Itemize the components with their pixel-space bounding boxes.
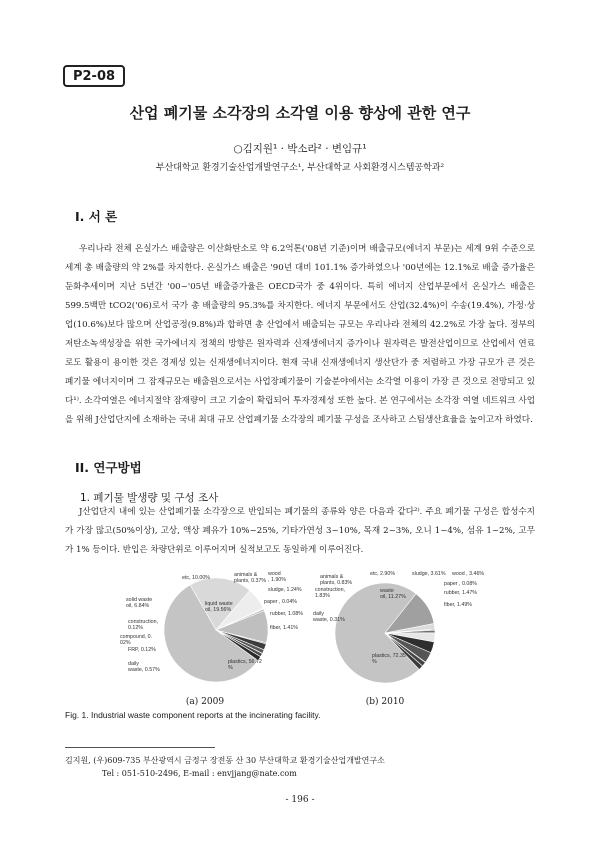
pie-label-fiber: fiber, 1.49% <box>444 602 472 608</box>
pie-chart-2010 <box>310 565 500 695</box>
pie-label-solid-waste-oil: solid waste oil, 6.84% <box>126 597 153 609</box>
section-1-heading: I. 서 론 <box>75 209 118 224</box>
pie-label-rubber: rubber, 1.08% <box>270 611 303 617</box>
pie-label-sludge: sludge, 1.24% <box>268 587 302 593</box>
subsection-1-heading: 1. 폐기물 발생량 및 구성 조사 <box>80 492 219 504</box>
poster-badge: P2-08 <box>63 65 125 87</box>
pie-label-animals-plants: animals & plants, 0.83% <box>320 574 353 586</box>
pie-label-etc: etc, 2.90% <box>370 571 396 577</box>
chart-b-label: (b) 2010 <box>365 697 405 707</box>
figure-caption: Fig. 1. Industrial waste component reports at the incinerating facility. <box>65 710 321 720</box>
page-number: - 196 - <box>285 795 315 805</box>
affiliation: 부산대학교 환경기술산업개발연구소¹, 부산대학교 사회환경시스템공학과² <box>155 163 445 173</box>
pie-label-rubber: rubber, 1.47% <box>444 590 477 596</box>
pie-chart-2009 <box>110 565 320 695</box>
pie-label-frp: FRP, 0.12% <box>128 647 156 653</box>
section-1-paragraph: 우리나라 전체 온실가스 배출량은 이산화탄소로 약 6.2억톤('08년 기준)이며 배출규모(에너지 부문)는 세계 9위 수준으로 세계 총 배출량의 약 2%를 차지한다. 온실가스 배출은 '90년 대비 101.1% 증가하였으나 '00년에는 12.1%로 배출 증가율은 둔화추세이며 지난 5년간 '00~'05년 배출증가율은 OECD국가 중 4위이다. 특히 에너지 산업부문에서 온실가스 배출은 599.5백만 tCO2('06)로서 국가 총 배출량의 95.3%를 차지한다. 에너지 부문에서도 산업(32.4%)이 수송(19.4%), 가정·상업(10.6%)보다 많으며 산업공정(9.8%)과 합하면 총 산업에서 배출되는 규모는 우리나라 전체의 42.2%로 가장 높다. 정부의 저탄소녹색성장을 위한 국가에너지 정책의 방향은 원자력과 신재생에너지 증가이나 원자력은 발전산업이므로 산업에서 연료로도 활용이 용이한 것은 경제성 있는 신재생에너지이다. 현재 국내 신재생에너지 생산단가 중 저렴하고 가장 규모가 큰 것은 폐기물 에너지이며 그 잠재규모는 배출원으로서는 사업장폐기물이 기술분야에서는 소각열 이용이 가장 큰 것으로 전망되고 있다¹⁾. 소각여열은 에너지절약 잠재량이 크고 기술이 확립되어 투자경제성 또한 높다. 본 연구에서는 소각장 여열 네트워크 사업을 위해 J산업단지에 소재하는 국내 최대 규모 산업폐기물 소각장의 폐기물 구성을 조사하고 스팀생산효율을 높이고자 하였다. <box>65 244 535 425</box>
pie-label-paper: paper , 0.04% <box>264 599 297 605</box>
pie-label-fiber: fiber, 1.41% <box>270 625 298 631</box>
pie-label-daily-waste: daily waste, 0.57% <box>128 661 160 673</box>
pie-label-etc: etc, 10.00% <box>182 575 210 581</box>
pie-label-animals-plants: animals & plants, 0.37% <box>234 572 267 584</box>
pie-label-wood: wood , 3.46% <box>452 571 485 577</box>
pie-label-wood: wood , 1.90% <box>268 571 286 583</box>
pie-label-daily-waste: daily waste, 0.31% <box>313 611 345 623</box>
pie-label-paper: paper , 0.08% <box>444 581 477 587</box>
pie-label-waste-oil: waste oil, 11.27% <box>380 588 406 600</box>
pie-label-liquid-waste-oil: liquid waste oil, 19.56% <box>205 601 233 613</box>
footnote-contact: Tel : 051-510-2496, E-mail : envjjang@nate.com <box>102 769 297 778</box>
pie-label-compound: compound, 0. 02% <box>120 634 153 646</box>
section-2-heading: II. 연구방법 <box>75 460 142 475</box>
pie-label-construction: construction, 1.83% <box>315 587 346 599</box>
pie-label-plastics: plastics, 72.35 % <box>372 653 406 665</box>
chart-a-label: (a) 2009 <box>185 697 225 707</box>
footnote-address: 김지원, (우)609-735 부산광역시 금정구 장전동 산 30 부산대학교 환경기술산업개발연구소 <box>65 756 385 765</box>
section-2-paragraph: J산업단지 내에 있는 산업폐기물 소각장으로 반입되는 폐기물의 종류와 양은 다음과 같다²⁾. 주요 폐기물 구성은 합성수지가 가장 많고(50%이상), 고상, 액상 폐유가 10%~25%, 기타가연성 3~10%, 목재 2~3%, 오니 1~4%, 섬유 1~2%, 고무가 1% 등이다. 반입은 차량단위로 이루어지며 실적보고도 동일하게 이루어진다. <box>65 507 535 555</box>
authors: ○김지원¹ · 박소라² · 변임규¹ <box>233 143 367 155</box>
footnote-divider <box>65 747 215 748</box>
paper-title: 산업 폐기물 소각장의 소각열 이용 향상에 관한 연구 <box>129 104 471 122</box>
pie-label-sludge: sludge, 3.61% <box>412 571 446 577</box>
pie-label-construction: construction, 0.12% <box>128 619 159 631</box>
pie-label-plastics: plastics, 56.72 % <box>228 659 262 671</box>
